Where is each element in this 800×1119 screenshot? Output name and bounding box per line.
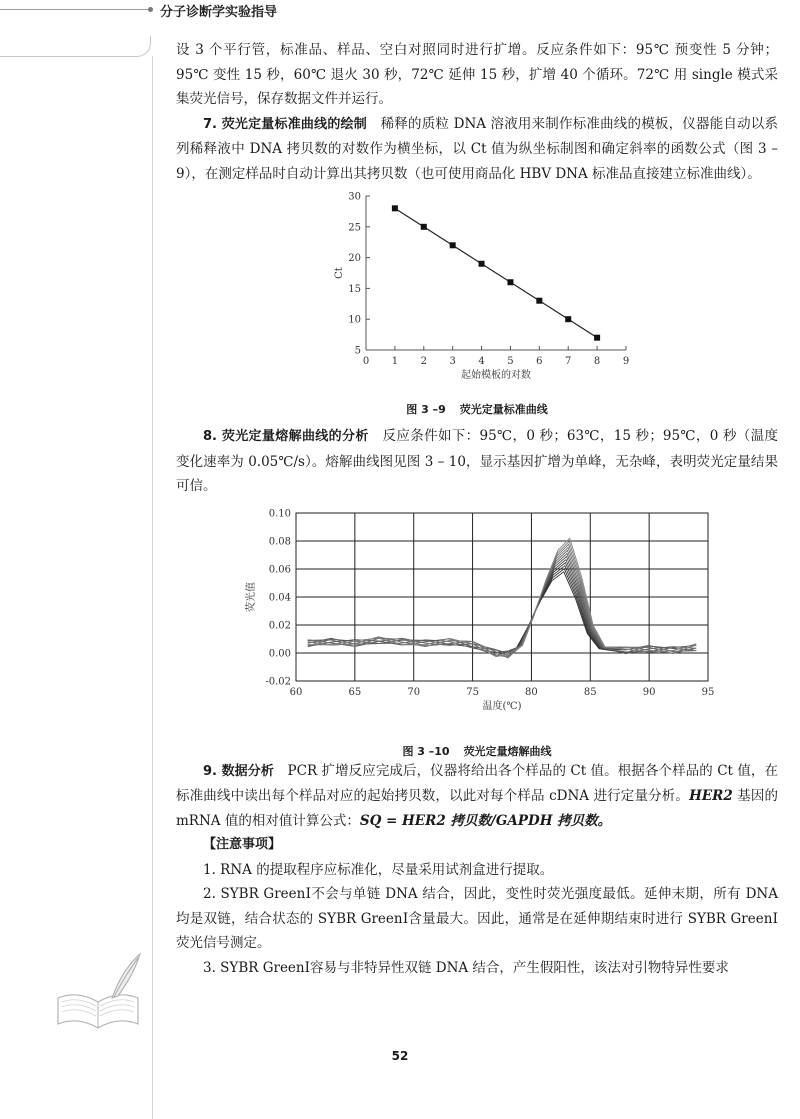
figure-title: 荧光定量标准曲线 [459,402,548,416]
y-tick-label: 25 [348,222,361,234]
x-axis-title: 起始模板的对数 [461,370,531,381]
y-tick-label: 0.00 [268,648,291,659]
section-heading-standard-curve: 7. 荧光定量标准曲线的绘制 [203,116,367,132]
paragraph-data-analysis-mid: 基因的 mRNA 值的相对值计算公式： [176,788,779,829]
x-tick-label: 3 [449,356,456,367]
notes-title: 【注意事项】 [203,837,282,852]
figure-standard-curve [176,186,778,416]
x-tick-label: 9 [622,356,630,367]
x-tick-label: 4 [478,356,485,367]
x-tick-label: 8 [593,356,601,367]
x-tick-label: 75 [466,686,479,698]
x-tick-label: 5 [507,356,514,367]
data-point [392,205,398,211]
figure-caption-standard-curve [176,399,778,421]
margin-tab [0,36,151,57]
data-point [507,279,513,285]
x-tick-label: 0 [362,356,370,367]
data-point [421,224,427,230]
gene-name: HER2 [689,788,733,804]
x-tick-label: 85 [583,686,597,698]
paragraph-data-analysis-text: PCR 扩增反应完成后，仪器将给出各个样品的 Ct 值。根据各个样品的 Ct 值，在标准曲线中读出每个样品对应的起始拷贝数，以此对每个样品 cDNA 进行定量分析。 [176,762,779,804]
x-tick-label: 95 [701,686,715,698]
paragraph-data-analysis [176,759,778,834]
y-tick-label: 0.04 [268,592,291,603]
paragraph-reaction-conditions: 设 3 个平行管，标准品、样品、空白对照同时进行扩增。反应条件如下：95℃ 预变性 5 分钟；95℃ 变性 15 秒，60℃ 退火 30 秒，72℃ 延伸 15 秒，扩增 40 个循环。72℃ 用 single 模式采集荧光信号，保存数据文件并运行。 [176,42,778,107]
x-tick-label: 80 [525,686,538,698]
note-item: 1. RNA 的提取程序应标准化，尽量采用试剂盒进行提取。 [203,861,554,878]
figure-caption-melt-curve [176,741,778,763]
section-heading-data-analysis: 9. 数据分析 [203,763,274,779]
data-point [479,261,485,267]
paragraph-standard-curve [176,112,778,187]
header-rule-dot [148,7,153,12]
y-tick-label: 0.10 [268,508,291,519]
figure-title: 荧光定量熔解曲线 [463,745,552,758]
paragraph-standard-curve-text: 稀释的质粒 DNA 溶液用来制作标准曲线的模板，仪器能自动以系列稀释液中 DNA 拷贝数的对数作为横坐标，以 Ct 值为纵坐标制图和确定斜率的函数公式（图 3 –9），在测定样品时自动计算出其拷贝数（也可使用商品化 HBV DNA 标准品直接建立标准曲线）。 [176,115,779,182]
section-heading-melt-curve: 8. 荧光定量熔解曲线的分析 [203,429,369,444]
y-tick-label: 0.08 [268,536,291,547]
x-tick-label: 65 [348,686,362,698]
note-item: 3. SYBR GreenⅠ容易与非特异性双链 DNA 结合，产生假阳性，该法对引物特异性要求 [203,959,729,976]
x-tick-label: 6 [536,356,543,367]
y-axis-title: 荧光值 [246,581,257,612]
header-rule [0,9,150,10]
figure-label: 图 3 –10 [402,745,450,758]
data-point [450,242,456,248]
note-item: 2. SYBR GreenⅠ不会与单链 DNA 结合，因此，变性时荧光强度最低。延伸末期，所有 DNA 均是双链，结合状态的 SYBR GreenⅠ含量最大。因此，通常是在延伸期结束时进行 SYBR GreenⅠ荧光信号测定。 [176,886,778,951]
x-tick-label: 7 [565,356,572,367]
open-book-feather-icon [52,950,144,1036]
y-tick-label: 5 [354,345,361,357]
y-tick-label: 20 [348,253,361,265]
figure-label: 图 3 –9 [406,402,446,416]
x-tick-label: 2 [420,356,427,367]
x-tick-label: 1 [391,356,399,367]
paragraph-melt-curve-text: 反应条件如下：95℃，0 秒；63℃，15 秒；95℃，0 秒（温度变化速率为 0.05℃/s）。熔解曲线图见图 3 – 10，显示基因扩增为单峰，无杂峰，表明荧光定量结果可信。 [176,428,778,494]
margin-line [152,56,153,1119]
running-head-title: 分子诊断学实验指导 [160,5,278,20]
melt-curve-series [308,550,696,653]
y-axis-title: Ct [334,267,345,279]
x-axis-title: 温度(℃) [482,700,522,712]
standard-curve-chart [176,186,778,390]
y-tick-label: 0.02 [268,620,291,631]
data-point [536,298,542,304]
y-tick-label: 30 [348,191,361,203]
body-text [176,38,778,980]
formula: SQ = HER2 拷贝数/GAPDH 拷贝数。 [359,812,612,829]
page-header [0,0,800,22]
data-point [594,335,600,341]
page-number: 52 [391,1049,409,1063]
y-tick-label: 10 [348,314,361,326]
y-tick-label: -0.02 [265,676,291,687]
paragraph-melt-curve [176,424,778,499]
y-tick-label: 0.06 [268,564,291,575]
figure-melt-curve [176,505,778,758]
x-tick-label: 70 [407,686,421,698]
y-tick-label: 15 [348,283,361,295]
melt-curve-chart [176,505,778,723]
x-tick-label: 90 [642,686,656,698]
x-tick-label: 60 [289,686,303,698]
data-point [565,316,571,322]
